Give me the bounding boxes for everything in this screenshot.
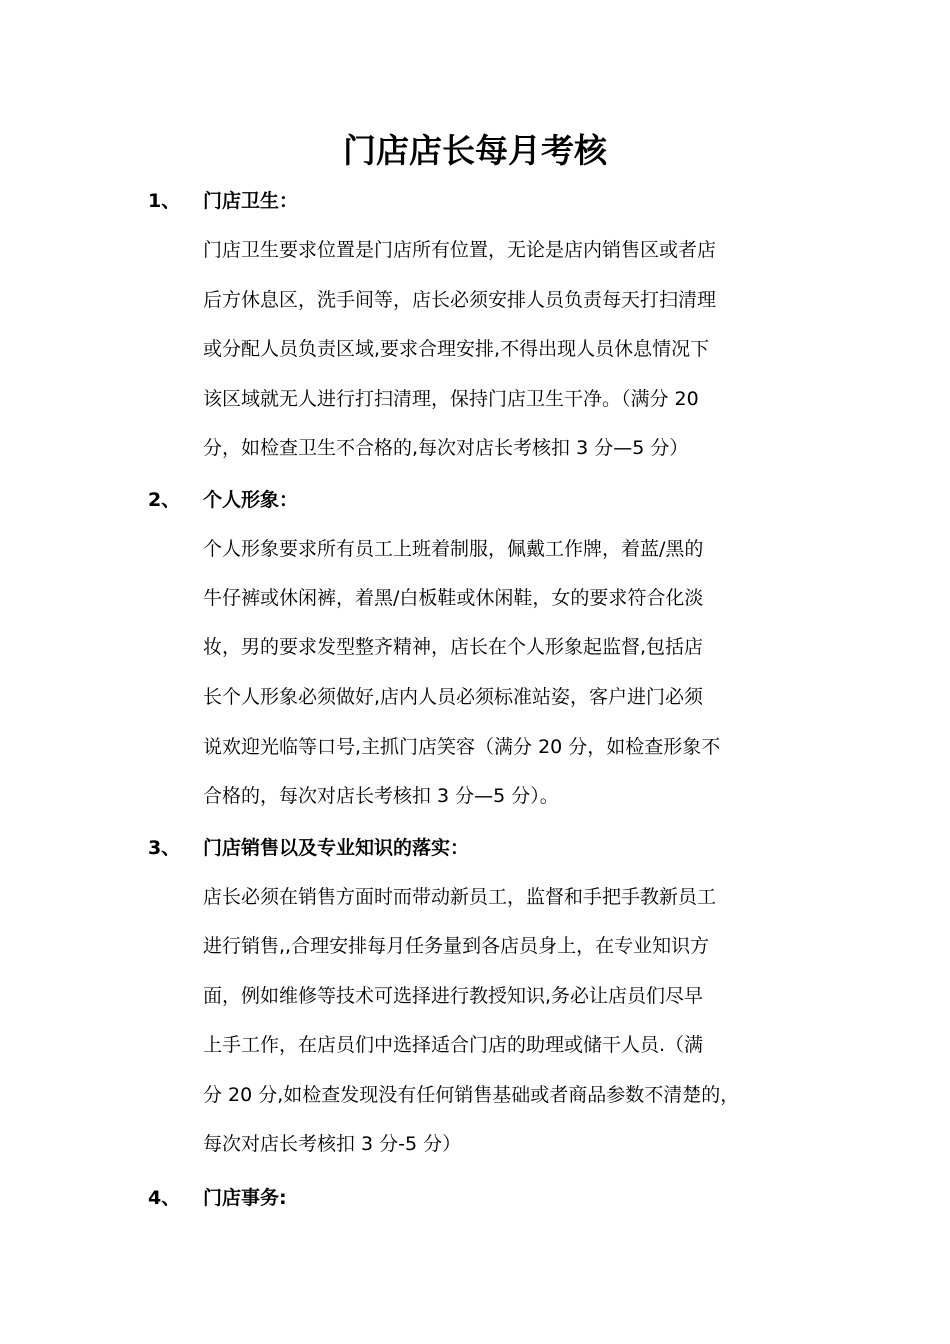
section-number: 4、 (148, 1187, 181, 1209)
section-title: 门店卫生： (203, 190, 299, 212)
paragraph-line: 合格的，每次对店长考核扣 3 分—5 分）。 (203, 785, 559, 807)
paragraph-line: 后方休息区，洗手间等，店长必须安排人员负责每天打扫清理 (203, 289, 717, 311)
page-title: 门店店长每月考核 (343, 131, 607, 170)
paragraph-line: 该区域就无人进行打扫清理，保持门店卫生干净。（满分 20 (203, 388, 699, 410)
paragraph-line: 说欢迎光临等口号,主抓门店笑容（满分 20 分，如检查形象不 (203, 736, 721, 758)
section-number: 3、 (148, 837, 181, 859)
paragraph-line: 长个人形象必须做好,店内人员必须标准站姿，客户进门必须 (203, 686, 704, 708)
section-3-heading (148, 833, 808, 863)
paragraph-line: 分，如检查卫生不合格的,每次对店长考核扣 3 分—5 分） (203, 437, 689, 459)
paragraph-line: 进行销售,,合理安排每月任务量到各店员身上，在专业知识方 (203, 935, 710, 957)
paragraph-line: 妆，男的要求发型整齐精神，店长在个人形象起监督,包括店 (203, 636, 704, 658)
section-number: 2、 (148, 489, 181, 511)
paragraph-line: 每次对店长考核扣 3 分-5 分） (203, 1133, 462, 1155)
section-1-heading (148, 186, 808, 216)
section-number: 1、 (148, 190, 181, 212)
section-title: 个人形象： (203, 489, 299, 511)
section-title: 门店销售以及专业知识的落实： (203, 837, 470, 859)
paragraph-line: 门店卫生要求位置是门店所有位置，无论是店内销售区或者店 (203, 239, 717, 261)
section-title: 门店事务: (203, 1187, 287, 1209)
paragraph-line: 牛仔裤或休闲裤，着黑/白板鞋或休闲鞋，女的要求符合化淡 (203, 587, 704, 609)
paragraph-line: 面，例如维修等技术可选择进行教授知识,务必让店员们尽早 (203, 985, 704, 1007)
paragraph-line: 上手工作，在店员们中选择适合门店的助理或储干人员.（满 (203, 1034, 704, 1056)
paragraph-line: 个人形象要求所有员工上班着制服，佩戴工作牌，着蓝/黑的 (203, 538, 704, 560)
section-2-heading (148, 485, 808, 515)
paragraph-line: 分 20 分,如检查发现没有任何销售基础或者商品参数不清楚的， (203, 1084, 740, 1106)
section-4-heading (148, 1183, 808, 1213)
paragraph-line: 或分配人员负责区域,要求合理安排,不得出现人员休息情况下 (203, 338, 710, 360)
paragraph-line: 店长必须在销售方面时而带动新员工，监督和手把手教新员工 (203, 886, 717, 908)
